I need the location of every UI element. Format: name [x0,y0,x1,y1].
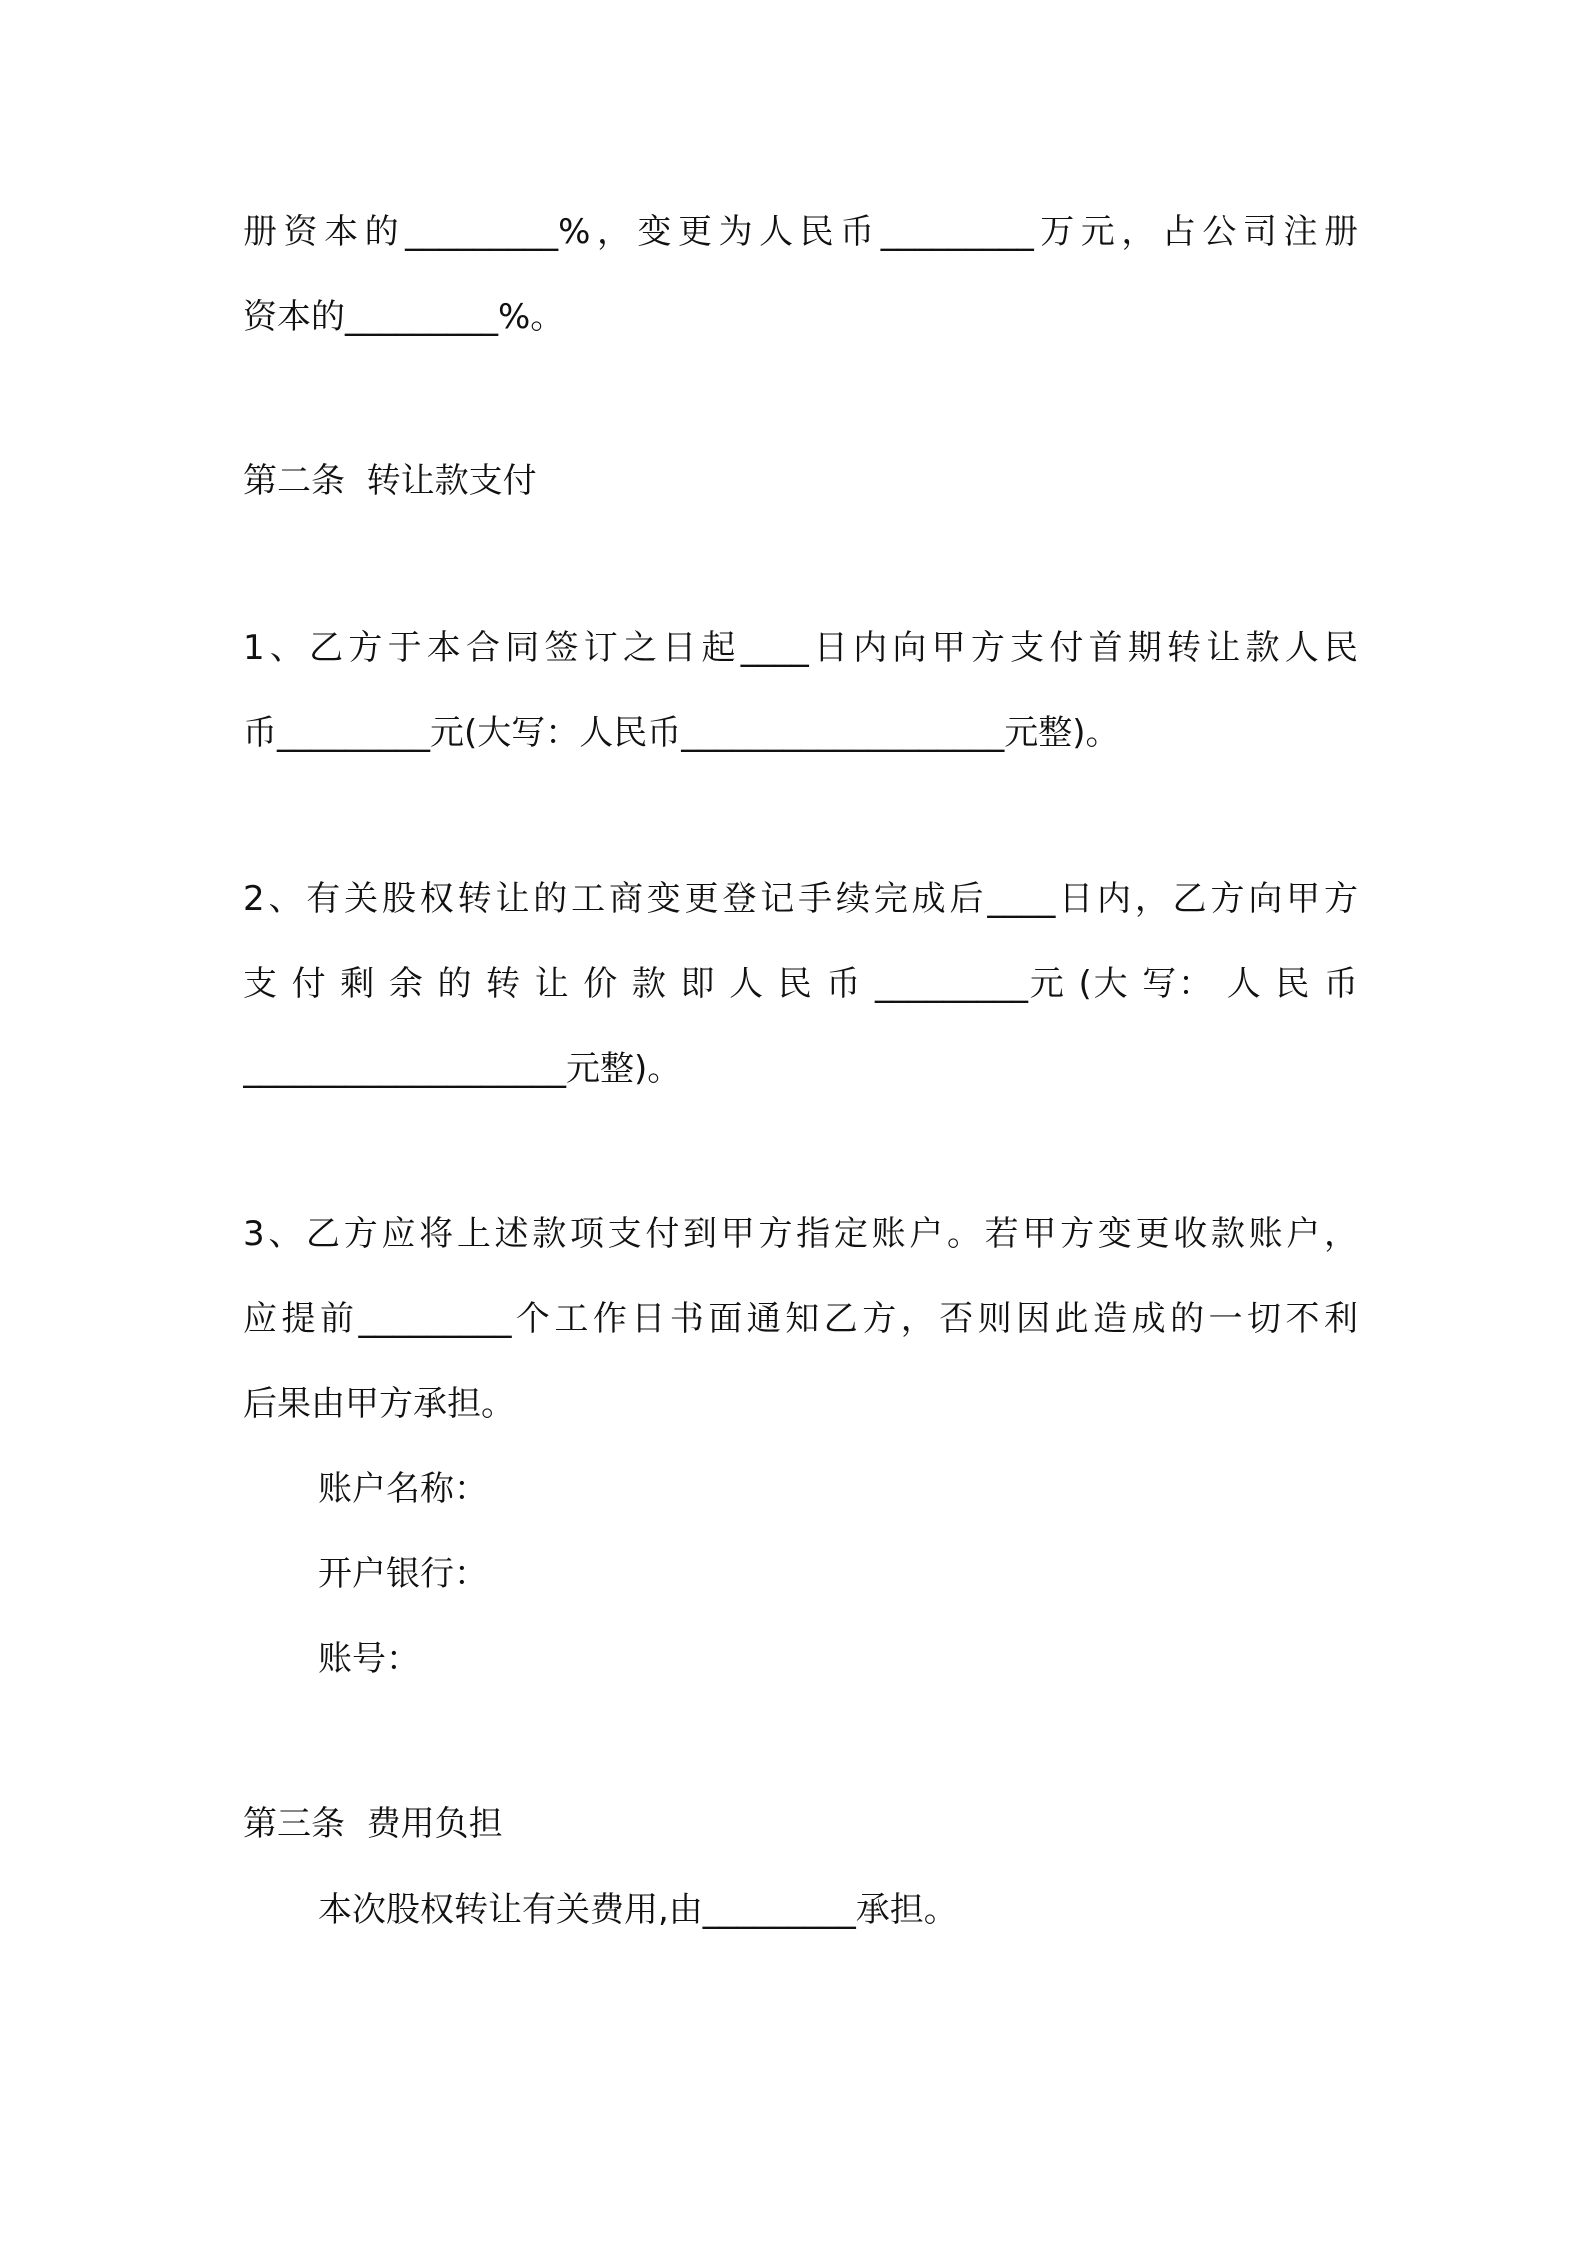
paragraph-line-2: 资本的_________%。 [243,297,565,337]
clause-1-line-1: 1、乙方于本合同签订之日起____日内向甲方支付首期转让款人民 [243,628,1358,668]
clause-3-line-2: 应提前_________个工作日书面通知乙方，否则因此造成的一切不利 [243,1299,1358,1339]
clause-2-line-2: 支 付 剩 余 的 转 让 价 款 即 人 民 币 _________元 (大 写： 人 民 币 [243,964,1358,1004]
account-name-label: 账户名称： [318,1469,488,1509]
account-number-label: 账号： [318,1639,420,1679]
bank-name-label: 开户银行： [318,1554,488,1594]
clause-2-line-1: 2、有关股权转让的工商变更登记手续完成后____日内，乙方向甲方 [243,879,1358,919]
paragraph-line-1: 册资本的_________%，变更为人民币_________万元，占公司注册 [243,212,1358,252]
section-heading-3: 第三条 费用负担 [243,1804,503,1844]
fee-clause: 本次股权转让有关费用,由_________承担。 [318,1890,958,1930]
clause-3-line-1: 3、乙方应将上述款项支付到甲方指定账户。若甲方变更收款账户， [243,1214,1358,1254]
clause-2-line-3: ___________________元整)。 [243,1049,682,1089]
section-heading-2: 第二条 转让款支付 [243,461,537,501]
clause-1-line-2: 币_________元(大写：人民币___________________元整)。 [243,713,1120,753]
clause-3-line-3: 后果由甲方承担。 [243,1384,515,1424]
